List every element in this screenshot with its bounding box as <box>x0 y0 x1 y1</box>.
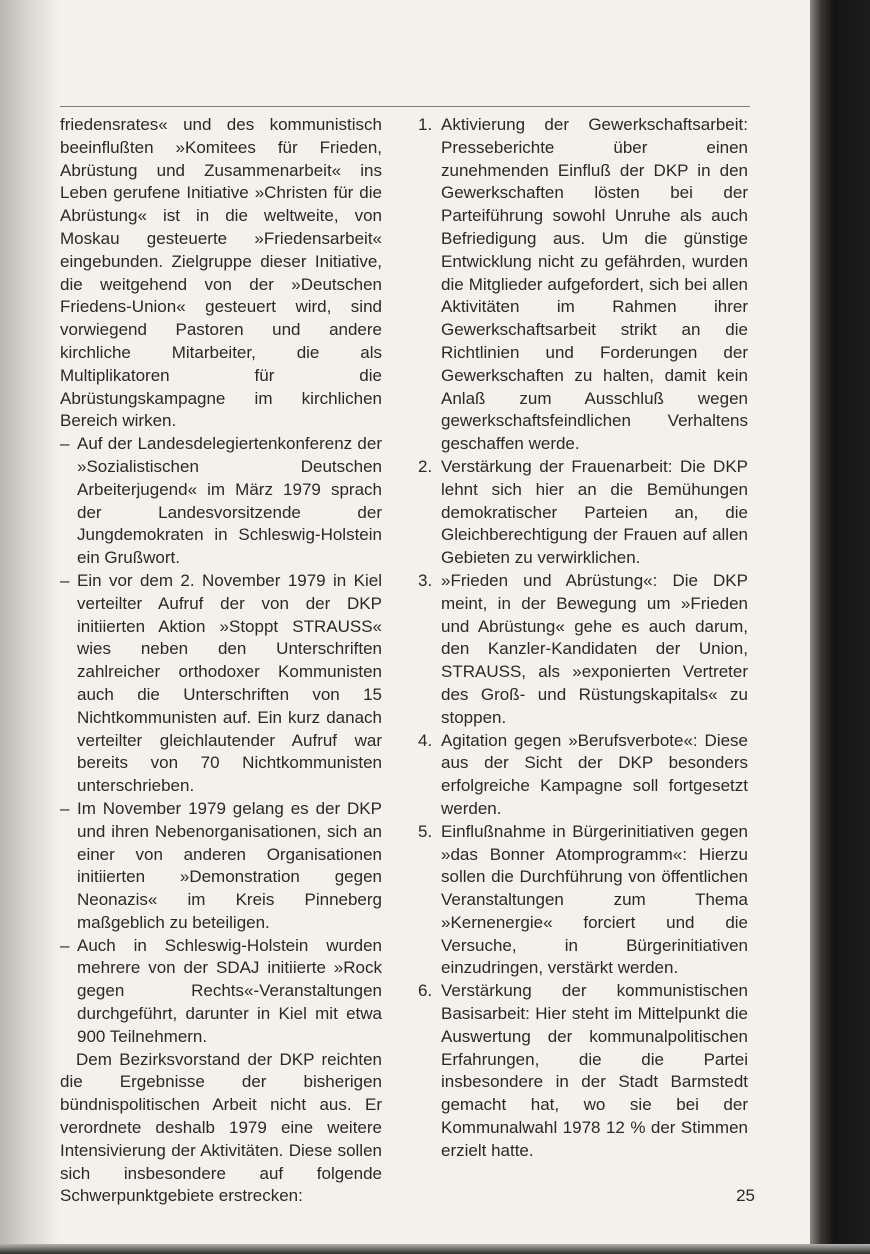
dash-list-item: – Auch in Schleswig-Holstein wurden mehrere von der SDAJ initiierte »Rock gegen Rechts«-Veranstaltungen durchgeführt, darunter in Kiel mit etwa 900 Teilnehmern. <box>60 935 382 1049</box>
left-dash-list <box>60 433 382 1049</box>
page-bottom-edge <box>0 1244 870 1254</box>
priority-list-item <box>418 570 748 730</box>
list-item-text: Verstärkung der kommunistischen Basisarbeit: Hier steht im Mittelpunkt die Auswertung der kommunalpolitischen Erfahrungen, die die Partei insbesondere in der Stadt Barmstedt gemacht hat, wo sie bei der Kommunalwahl 1978 12 % der Stimmen erzielt hatte. <box>441 981 748 1160</box>
list-number: 3. <box>418 570 433 590</box>
list-item-text: Verstärkung der Frauenarbeit: Die DKP lehnt sich hier an die Bemühungen demokratischer Parteien an, die Gleichberechtigung der Frauen auf allen Gebieten zu verwirklichen. <box>441 456 748 568</box>
header-rule <box>60 106 750 107</box>
dash-list-item: – Auf der Landesdelegiertenkonferenz der »Sozialistischen Deutschen Arbeiterjugend« im März 1979 sprach der Landesvorsitzende der Jungdemokraten in Schleswig-Holstein ein Grußwort. <box>60 433 382 570</box>
left-intro-paragraph: friedensrates« und des kommunistisch beeinflußten »Komitees für Frieden, Abrüstung und Zusammenarbeit« ins Leben gerufene Initiative »Christen für die Abrüstung« ist in die weltweite, von Moskau gesteuerte »Friedensarbeit« eingebunden. Zielgruppe dieser Initiative, die weitgehend von der »Deutschen Friedens-Union« gesteuert wird, sind vorwiegend Pastoren und andere kirchliche Mitarbeiter, die als Multiplikatoren für die Abrüstungskampagne im kirchlichen Bereich wirken. <box>60 115 382 431</box>
dash-list-item: – Ein vor dem 2. November 1979 in Kiel verteilter Aufruf der von der DKP initiierten Aktion »Stoppt STRAUSS« wies neben den Unterschriften zahlreicher orthodoxer Kommunisten auch die Unterschriften von 15 Nichtkommunisten auf. Ein kurz danach verteilter gleichlautender Aufruf war bereits von 70 Nichtkommunisten unterschrieben. <box>60 570 382 798</box>
priority-list-item <box>418 980 748 1162</box>
list-item-text: Einflußnahme in Bürgerinitiativen gegen »das Bonner Atomprogramm«: Hierzu sollen die Durchführung von öffentlichen Veranstaltungen zum Thema »Kernenergie« forciert und die Versuche, in Bürgerinitiativen einzudringen, verstärkt werden. <box>441 821 748 978</box>
priority-list-item <box>418 821 748 981</box>
list-number: 5. <box>418 821 433 841</box>
list-number: 2. <box>418 456 433 476</box>
priority-list-item <box>418 730 748 821</box>
list-item-text: Aktivierung der Gewerkschaftsarbeit: Presseberichte über einen zunehmenden Einfluß der DKP in den Gewerkschaften lösten bei der Parteiführung sowohl Unruhe als auch Befriedigung aus. Um die günstige Entwicklung nicht zu gefährden, wurden die Mitglieder aufgefordert, sich bei allen Aktivitäten im Rahmen ihrer Gewerkschaftsarbeit strikt an die Richtlinien und Forderungen der Gewerkschaften zu halten, damit kein Anlaß zum Ausschluß wegen gewerkschaftsfeindlichen Verhaltens geschaffen werde. <box>441 115 748 454</box>
book-spine-shadow <box>810 0 870 1254</box>
right-column <box>418 114 748 1163</box>
page-number: 25 <box>736 1186 755 1205</box>
list-item-text: »Frieden und Abrüstung«: Die DKP meint, in der Bewegung um »Frieden und Abrüstung« gehe es auch darum, den Kanzler-Kandidaten der Union, STRAUSS, als »exponierten Vertreter des Groß- und Rüstungskapitals« zu stoppen. <box>441 570 748 727</box>
priority-list-item <box>418 114 748 456</box>
list-number: 6. <box>418 981 433 1001</box>
list-item-text: Agitation gegen »Berufsverbote«: Diese aus der Sicht der DKP besonders erfolgreiche Kampagne soll fortgesetzt werden. <box>441 730 748 818</box>
left-closing-paragraph: Dem Bezirksvorstand der DKP reichten die Ergebnisse der bisherigen bündnispolitischen Arbeit nicht aus. Er verordnete deshalb 1979 eine weitere Intensivierung der Aktivitäten. Diese sollen sich insbesondere auf folgende Schwerpunktgebiete erstrecken: <box>60 1049 382 1206</box>
page-gutter-shadow <box>0 0 60 1254</box>
priority-list-item <box>418 456 748 570</box>
dash-list-item: – Im November 1979 gelang es der DKP und ihren Nebenorganisationen, sich an einer von anderen Organisationen initiierten »Demonstration gegen Neonazis« im Kreis Pinneberg maßgeblich zu beteiligen. <box>60 798 382 935</box>
list-number: 4. <box>418 730 433 750</box>
list-number: 1. <box>418 115 433 134</box>
left-column <box>60 114 382 1208</box>
priority-list <box>418 114 748 1163</box>
